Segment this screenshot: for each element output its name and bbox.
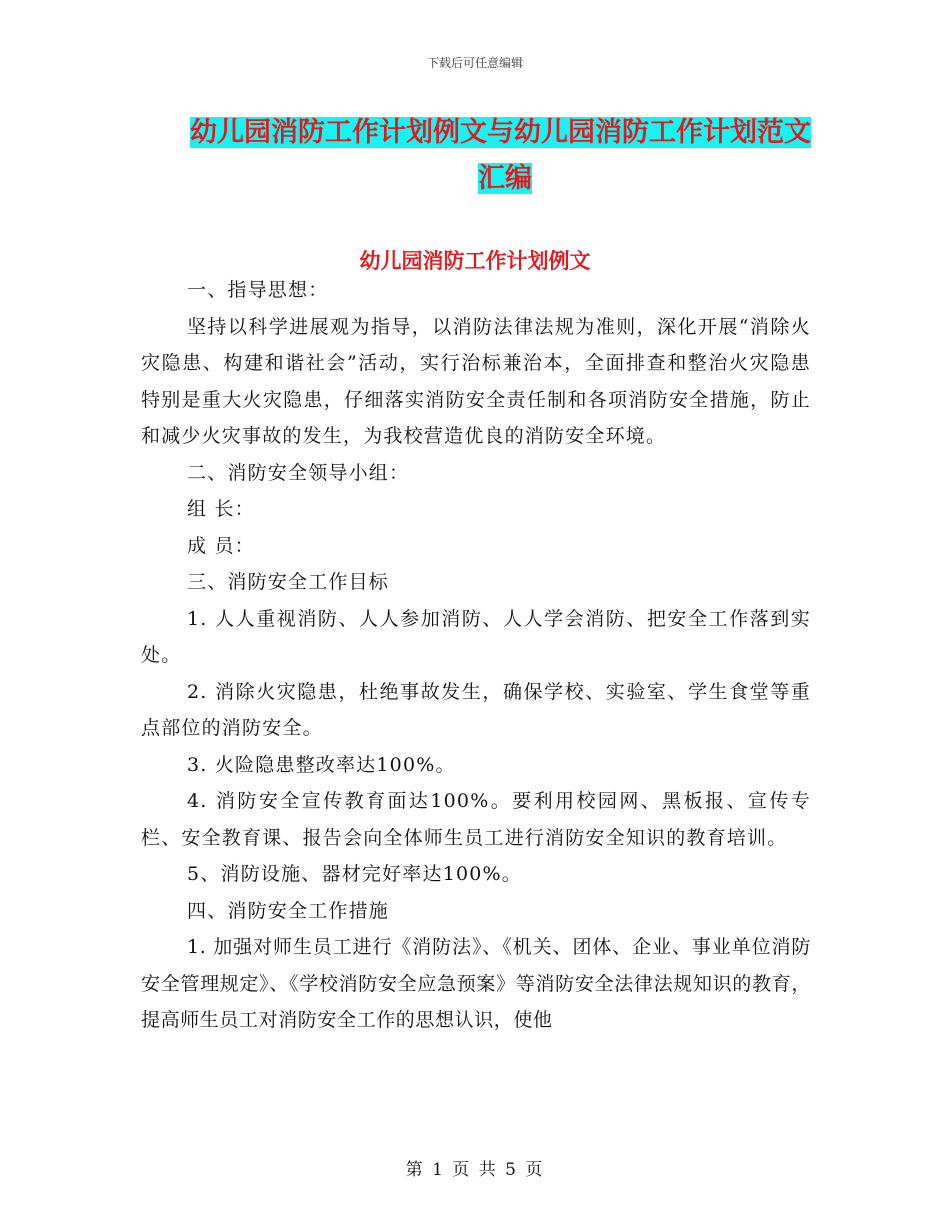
heading-guiding-ideology: 一、指导思想：: [187, 279, 329, 301]
heading-work-measures: 四、消防安全工作措施: [187, 899, 390, 922]
document-title-line-2: 汇编: [478, 163, 532, 194]
page-number-footer: 第 1 页 共 5 页: [405, 1160, 545, 1180]
members-line: 成 员：: [187, 534, 255, 557]
document-body: [141, 272, 811, 1039]
leader-line: 组 长：: [187, 498, 255, 520]
paragraph-guiding-ideology: 坚持以科学进展观为指导，以消防法律法规为准则，深化开展“消除火灾隐患、构建和谐社会”活动，实行治标兼治本，全面排查和整治火灾隐患特别是重大火灾隐患，仔细落实消防安全责任制和各项消防安全措施，防止和减少火灾事故的发生，为我校营造优良的消防安全环境。: [141, 315, 811, 447]
heading-work-goals: 三、消防安全工作目标: [187, 571, 390, 593]
goal-item-2: 2. 消除火灾隐患，杜绝事故发生，确保学校、实验室、学生食堂等重点部位的消防安全。: [141, 680, 811, 739]
goal-item-4: 4. 消防安全宣传教育面达100%。要利用校园网、黑板报、宣传专栏、安全教育课、报告会向全体师生员工进行消防安全知识的教育培训。: [141, 790, 811, 849]
document-title-line-1: 幼儿园消防工作计划例文与幼儿园消防工作计划范文: [190, 117, 811, 148]
measure-item-1: 1. 加强对师生员工进行《消防法》、《机关、团体、企业、事业单位消防安全管理规定》、《学校消防安全应急预案》等消防安全法律法规知识的教育，提高师生员工对消防安全工作的思想认识，使他: [141, 936, 811, 1031]
goal-item-5: 5、消防设施、器材完好率达100%。: [187, 863, 523, 885]
goal-item-3: 3. 火险隐患整改率达100%。: [187, 753, 456, 776]
page-header-note: 下载后可任意编辑: [426, 56, 523, 70]
document-title: [190, 110, 810, 202]
goal-item-1: 1. 人人重视消防、人人参加消防、人人学会消防、把安全工作落到实处。: [141, 607, 811, 666]
heading-leadership-group: 二、消防安全领导小组：: [187, 461, 410, 484]
section-title: 幼儿园消防工作计划例文: [359, 249, 591, 273]
